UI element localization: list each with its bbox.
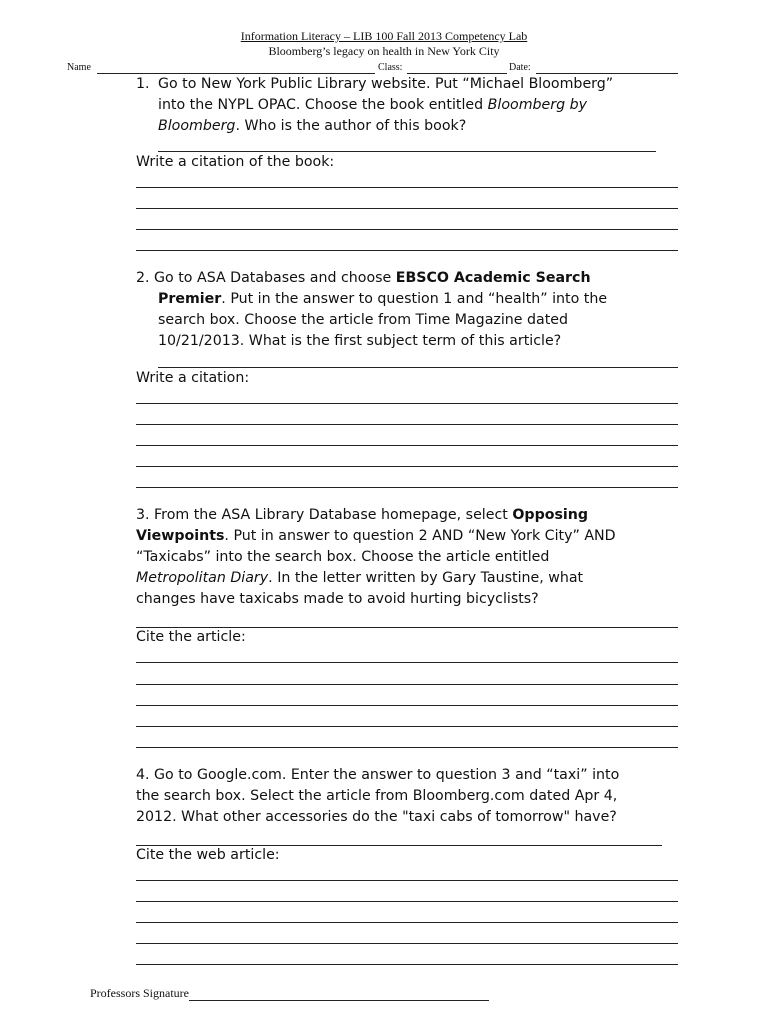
answer-line[interactable] — [158, 151, 656, 152]
citation-line[interactable] — [136, 684, 678, 685]
citation-line[interactable] — [136, 747, 678, 748]
database-name: Viewpoints — [136, 528, 225, 544]
book-title-part-1: Bloomberg by — [487, 97, 588, 113]
question-2-line-1: 2. Go to ASA Databases and choose — [136, 270, 396, 286]
database-name-part-2: Premier — [158, 291, 222, 307]
question-3 — [136, 505, 678, 610]
database-name: Opposing — [512, 507, 589, 523]
citation-label: Cite the web article: — [136, 847, 280, 863]
question-2-line-4: 10/21/2013. What is the first subject term of this article? — [158, 333, 562, 349]
question-4-line-1: 4. Go to Google.com. Enter the answer to question 3 and “taxi” into — [136, 767, 620, 783]
citation-line[interactable] — [136, 466, 678, 467]
date-label: Date: — [509, 62, 531, 73]
citation-line[interactable] — [136, 250, 678, 251]
question-2-line-2: . Put in the answer to question 1 and “health” into the — [221, 291, 608, 307]
answer-line[interactable] — [136, 627, 678, 628]
citation-line[interactable] — [136, 662, 678, 663]
signature-line[interactable] — [189, 988, 489, 1001]
book-title-part-2: Bloomberg — [158, 118, 236, 134]
citation-line[interactable] — [136, 705, 678, 706]
citation-line[interactable] — [136, 943, 678, 944]
question-3-line-2: . Put in answer to question 2 AND “New York City” AND — [224, 528, 616, 544]
citation-label: Write a citation: — [136, 370, 250, 386]
citation-label: Write a citation of the book: — [136, 154, 335, 170]
citation-line[interactable] — [136, 445, 678, 446]
citation-line[interactable] — [136, 403, 678, 404]
question-3-line-5: changes have taxicabs made to avoid hurting bicyclists? — [136, 591, 539, 607]
signature-row — [90, 986, 489, 1001]
question-4-line-2: the search box. Select the article from Bloomberg.com dated Apr 4, — [136, 788, 618, 804]
worksheet-title: Information Literacy – LIB 100 Fall 2013 Competency Lab — [240, 29, 528, 43]
class-label: Class: — [378, 62, 403, 73]
question-1-line-2: into the NYPL OPAC. Choose the book entitled — [158, 97, 488, 113]
citation-line[interactable] — [136, 880, 678, 881]
answer-line[interactable] — [158, 367, 678, 368]
citation-line[interactable] — [136, 208, 678, 209]
question-2 — [136, 268, 676, 352]
question-3-line-3: “Taxicabs” into the search box. Choose the article entitled — [136, 549, 550, 565]
citation-label: Cite the article: — [136, 629, 246, 645]
citation-line[interactable] — [136, 187, 678, 188]
question-4-line-3: 2012. What other accessories do the "taxi cabs of tomorrow" have? — [136, 809, 617, 825]
citation-line[interactable] — [136, 901, 678, 902]
database-name-part-1: EBSCO Academic Search — [395, 270, 591, 286]
signature-label: Professors Signature — [90, 986, 189, 1000]
citation-line[interactable] — [136, 726, 678, 727]
citation-line[interactable] — [136, 487, 678, 488]
question-2-line-3: search box. Choose the article from Time Magazine dated — [158, 312, 569, 328]
question-3-line-4: . In the letter written by Gary Taustine, what — [268, 570, 584, 586]
citation-line[interactable] — [136, 424, 678, 425]
question-1-line-3: . Who is the author of this book? — [235, 118, 467, 134]
question-1-line-1: Go to New York Public Library website. Put “Michael Bloomberg” — [158, 76, 614, 92]
question-3-line-1: 3. From the ASA Library Database homepage, select — [136, 507, 513, 523]
citation-line[interactable] — [136, 922, 678, 923]
citation-line[interactable] — [136, 229, 678, 230]
answer-line[interactable] — [136, 845, 662, 846]
question-1 — [136, 74, 656, 137]
citation-line[interactable] — [136, 964, 678, 965]
worksheet-subtitle: Bloomberg’s legacy on health in New York City — [268, 44, 500, 58]
question-4 — [136, 765, 696, 828]
article-title: Metropolitan Diary — [136, 570, 269, 586]
question-1-number: 1. — [136, 76, 150, 92]
name-label: Name — [67, 62, 91, 73]
